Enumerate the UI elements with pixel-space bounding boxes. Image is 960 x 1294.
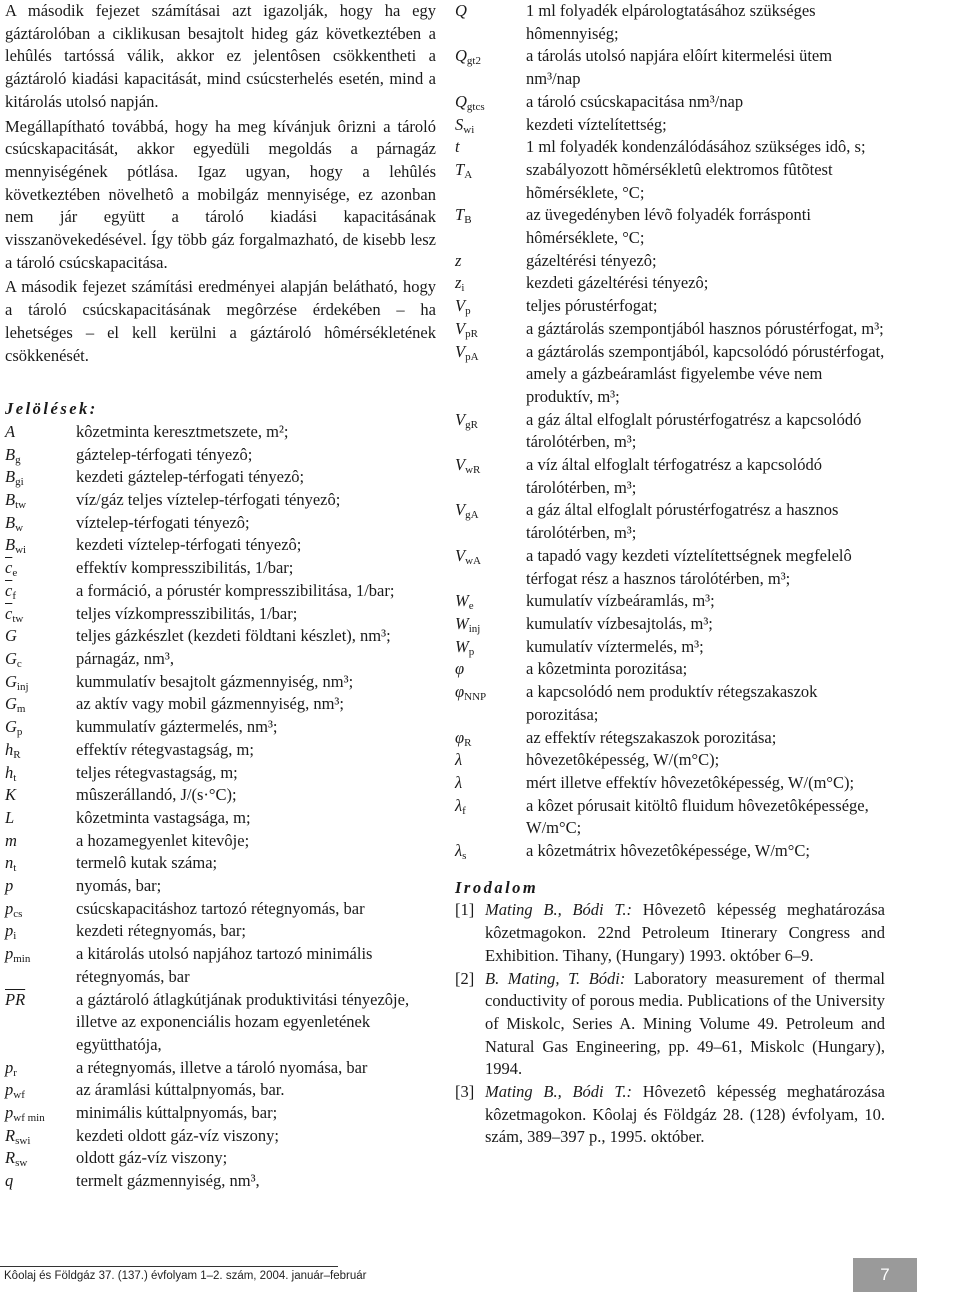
symbol-base: R [5, 1148, 16, 1168]
symbol-subscript: tw [15, 499, 27, 512]
symbol-subscript: w [15, 521, 24, 534]
symbol-base: B [5, 490, 16, 510]
symbol-description: oldott gáz-víz viszony; [76, 1148, 228, 1168]
symbol-subscript: s [462, 850, 467, 863]
symbol-base: W [455, 636, 469, 656]
symbol-base: p [5, 1057, 14, 1077]
symbol-subscript: gtcs [466, 100, 485, 113]
symbol-row [455, 341, 885, 409]
symbol-description: kumulatív víztermelés, m³; [526, 636, 704, 656]
symbol-row [5, 671, 436, 694]
symbol-name [5, 1079, 76, 1102]
symbol-row [455, 159, 885, 204]
symbol-name [5, 489, 76, 512]
symbol-subscript: g [15, 453, 21, 466]
symbol-row [5, 1057, 436, 1080]
symbol-description: 1 ml folyadék kondenzálódásához szükséges idô, s; [526, 137, 866, 157]
symbol-subscript: t [13, 862, 17, 875]
symbol-subscript: p [465, 305, 471, 318]
symbol-description: az áramlási kúttalpnyomás, bar. [76, 1080, 285, 1100]
symbol-base: p [5, 921, 14, 941]
symbol-subscript: inj [468, 622, 481, 635]
references-list [455, 899, 885, 1149]
symbol-base: Q [455, 91, 467, 111]
right-column [455, 0, 885, 1149]
left-column [5, 0, 436, 1193]
symbol-base: V [455, 341, 466, 361]
symbol-name [5, 1125, 76, 1148]
reference-author: Mating B., Bódi T.: [485, 900, 632, 920]
symbol-row [5, 512, 436, 535]
symbol-name [5, 716, 76, 739]
symbol-name [455, 545, 526, 568]
symbol-description: kezdeti rétegnyomás, bar; [76, 921, 246, 941]
symbol-subscript: i [13, 930, 17, 943]
symbol-name [455, 749, 526, 772]
symbol-subscript: min [13, 953, 31, 966]
symbol-subscript: A [464, 168, 473, 181]
symbol-description: kumulatív vízbeáramlás, m³; [526, 591, 715, 611]
symbol-base: G [5, 717, 17, 737]
symbol-description: a kôzetmátrix hôvezetôképessége, W/m°C; [526, 841, 810, 861]
symbol-name [5, 1147, 76, 1170]
symbol-description: mûszerállandó, J/(s·°C); [76, 785, 237, 805]
symbol-name [455, 45, 526, 68]
symbol-subscript: wR [465, 464, 481, 477]
symbol-base: W [455, 591, 469, 611]
symbol-name [455, 727, 526, 750]
symbol-base: $\overline{c}$ [5, 580, 13, 600]
symbol-name [455, 0, 526, 23]
symbol-base: L [5, 807, 15, 827]
symbol-subscript: wf min [13, 1112, 45, 1125]
symbol-row [455, 840, 885, 863]
symbol-description: kôzetminta vastagsága, m; [76, 807, 251, 827]
symbol-subscript: r [13, 1066, 17, 1079]
symbol-row [5, 807, 436, 830]
symbol-subscript: e [468, 600, 474, 613]
symbol-description: termelô kutak száma; [76, 853, 218, 873]
symbol-description: víztelep-térfogati tényezô; [76, 512, 250, 532]
symbol-row [5, 989, 436, 1057]
symbol-subscript: wf [13, 1089, 25, 1102]
symbol-row [455, 636, 885, 659]
symbol-description: kumulatív vízbesajtolás, m³; [526, 613, 713, 633]
symbol-subscript: wA [465, 554, 481, 567]
symbol-description: a tároló csúcskapacitása nm³/nap [526, 91, 744, 111]
symbol-name [5, 852, 76, 875]
symbol-name [455, 772, 526, 795]
symbol-name [455, 114, 526, 137]
symbol-base: h [5, 762, 14, 782]
symbol-subscript: tw [12, 612, 24, 625]
symbol-description: a tárolás utolsó napjára elôírt kitermelési ütem nm³/nap [526, 46, 833, 89]
symbol-name [5, 920, 76, 943]
symbol-name [5, 1102, 76, 1125]
symbol-base: z [455, 273, 462, 293]
symbol-row [5, 875, 436, 898]
symbol-row [455, 272, 885, 295]
symbol-name [455, 454, 526, 477]
symbol-description: nyomás, bar; [76, 876, 162, 896]
symbol-name [455, 795, 526, 818]
symbols-list-right [455, 0, 885, 863]
symbol-row [455, 613, 885, 636]
symbol-name [5, 671, 76, 694]
symbol-base: λ [455, 841, 463, 861]
symbol-row [455, 295, 885, 318]
symbol-row [455, 114, 885, 137]
symbol-base: p [5, 898, 14, 918]
symbol-subscript: t [13, 771, 17, 784]
symbol-subscript: B [464, 214, 472, 227]
symbol-description: a tapadó vagy kezdeti víztelítettségnek megfelelô térfogat rész a hasznos tárolótérben, m³; [526, 545, 852, 588]
symbol-row [455, 250, 885, 273]
symbol-row [455, 772, 885, 795]
symbol-row [5, 716, 436, 739]
symbol-description: kummulatív gáztermelés, nm³; [76, 717, 278, 737]
symbol-description: gáztelep-térfogati tényezô; [76, 444, 253, 464]
symbol-description: az aktív vagy mobil gázmennyiség, nm³; [76, 694, 344, 714]
symbol-row [455, 454, 885, 499]
reference-author: B. Mating, T. Bódi: [485, 968, 626, 988]
symbol-description: a gáztárolás szempontjából hasznos pórustérfogat, m³; [526, 318, 884, 338]
symbol-base: R [5, 1125, 16, 1145]
reference-body: Hôvezetô képesség meghatározása kôzetmagokon. Kôolaj és Földgáz 28. (128) évfolyam, 10. szám, 389–397 p., 1995. október. [485, 1082, 885, 1147]
symbol-row [455, 91, 885, 114]
symbol-row [455, 727, 885, 750]
symbol-row [455, 590, 885, 613]
symbol-base: p [5, 944, 14, 964]
symbol-name [5, 512, 76, 535]
symbol-name [5, 421, 76, 444]
symbol-row [455, 681, 885, 726]
symbol-name [455, 409, 526, 432]
symbol-subscript: c [16, 657, 22, 670]
symbol-description: kezdeti oldott gáz-víz viszony; [76, 1125, 279, 1145]
symbol-name [5, 534, 76, 557]
symbol-description: mért illetve effektív hôvezetôképesség, W/(m°C); [526, 772, 855, 792]
symbol-description: kezdeti víztelep-térfogati tényezô; [76, 535, 302, 555]
symbol-name [5, 1057, 76, 1080]
symbol-base: T [455, 159, 465, 179]
symbol-description: a hozamegyenlet kitevôje; [76, 830, 250, 850]
symbol-name [5, 580, 76, 603]
symbol-base: V [455, 318, 466, 338]
symbol-row [5, 693, 436, 716]
symbol-description: effektív kompresszibilitás, 1/bar; [76, 558, 294, 578]
symbol-base: B [5, 467, 16, 487]
symbol-name [455, 636, 526, 659]
reference-author: Mating B., Bódi T.: [485, 1082, 632, 1102]
reference-item [455, 1081, 885, 1149]
symbol-base: T [455, 205, 465, 225]
symbol-name [5, 557, 76, 580]
paragraph-3: A második fejezet számítási eredményei alapján belátható, hogy a tároló csúcskapacitásának megôrzése érdekében – ha lehetséges – el kell kerülni a gáztároló hômérsékletének csökkenését. [5, 277, 436, 365]
symbol-description: kôzetminta keresztmetszete, m²; [76, 421, 289, 441]
symbol-base: Q [455, 46, 467, 66]
symbol-name [455, 91, 526, 114]
symbol-base: p [5, 876, 14, 896]
symbol-base: m [5, 830, 17, 850]
symbols-list-left [5, 421, 436, 1193]
symbol-description: a rétegnyomás, illetve a tároló nyomása, bar [76, 1057, 368, 1077]
symbol-base: W [455, 613, 469, 633]
symbol-row [455, 204, 885, 249]
symbol-base: B [5, 444, 16, 464]
symbol-row [5, 580, 436, 603]
symbol-description: az effektív rétegszakaszok porozitása; [526, 727, 777, 747]
symbol-name [5, 830, 76, 853]
symbol-description: a gáztárolás szempontjából, kapcsolódó pórustérfogat, amely a gázbeáramlást figyelembe véve nem produktív, m³; [526, 341, 885, 406]
symbol-description: teljes gázkészlet (kezdeti földtani készlet), nm³; [76, 626, 391, 646]
symbol-base: V [455, 296, 466, 316]
symbol-name [455, 499, 526, 522]
symbol-base: λ [455, 795, 463, 815]
symbol-description: a gáztároló átlagkútjának produktivitási tényezôje, illetve az exponenciális hozam egyenletének együtthatója, [76, 989, 410, 1054]
symbol-row [5, 466, 436, 489]
symbol-description: a víz által elfoglalt térfogatrész a kapcsolódó tárolótérben, m³; [526, 455, 822, 497]
symbol-description: kezdeti víztelítettség; [526, 114, 667, 134]
symbol-subscript: pA [465, 350, 479, 363]
symbol-name [5, 739, 76, 762]
symbol-base: G [5, 671, 17, 691]
symbol-row [5, 1125, 436, 1148]
symbols-title: Jelölések: [5, 399, 98, 419]
symbol-row [5, 444, 436, 467]
page-number: 7 [853, 1258, 917, 1292]
symbol-base: φ [455, 682, 465, 702]
symbol-base: A [5, 421, 16, 441]
symbol-description: víz/gáz teljes víztelep-térfogati tényezô; [76, 490, 341, 510]
symbol-row [5, 1102, 436, 1125]
symbol-description: a kôzet pórusait kitöltô fluidum hôvezetôképessége, W/m°C; [526, 795, 869, 838]
symbol-base: $\overline{PR}$ [5, 989, 26, 1009]
symbol-row [455, 318, 885, 341]
symbol-description: kezdeti gázeltérési tényezô; [526, 273, 709, 293]
symbol-description: párnagáz, nm³, [76, 648, 174, 668]
symbol-description: a kitárolás utolsó napjához tartozó minimális rétegnyomás, bar [76, 944, 373, 986]
symbol-subscript: wi [15, 544, 27, 557]
symbol-description: teljes vízkompresszibilitás, 1/bar; [76, 603, 298, 623]
symbol-name [5, 762, 76, 785]
symbol-description: szabályozott hõmérsékletû elektromos fûtõtest hõmérséklete, °C; [526, 159, 833, 202]
symbol-row [5, 421, 436, 444]
symbol-base: G [5, 648, 17, 668]
symbol-row [5, 739, 436, 762]
symbol-subscript: gA [465, 509, 479, 522]
symbol-row [455, 136, 885, 159]
symbol-row [5, 603, 436, 626]
symbol-name [5, 784, 76, 807]
symbol-description: 1 ml folyadék elpárologtatásához szükséges hômennyiség; [526, 1, 816, 43]
symbol-name [455, 272, 526, 295]
symbol-name [455, 295, 526, 318]
symbol-row [5, 557, 436, 580]
symbol-base: λ [455, 750, 463, 770]
symbol-subscript: wi [463, 123, 475, 136]
symbol-row [5, 784, 436, 807]
symbol-subscript: pR [465, 327, 478, 340]
symbol-base: B [5, 535, 16, 555]
symbol-description: teljes rétegvastagság, m; [76, 762, 238, 782]
symbol-name [5, 648, 76, 671]
symbol-base: p [5, 1080, 14, 1100]
symbol-description: kummulatív besajtolt gázmennyiség, nm³; [76, 671, 354, 691]
symbol-description: az üvegedényben lévõ folyadék forrásponti hômérséklete, °C; [526, 205, 811, 248]
reference-number: [3] [455, 1082, 475, 1102]
symbol-subscript: gi [15, 476, 24, 489]
symbol-subscript: e [12, 567, 18, 580]
symbol-row [5, 534, 436, 557]
symbol-name [455, 318, 526, 341]
symbol-name [455, 613, 526, 636]
symbol-description: a kôzetminta porozitása; [526, 659, 688, 679]
footer-rule [0, 1266, 338, 1267]
symbol-description: a kapcsolódó nem produktív rétegszakaszok porozitása; [526, 682, 818, 724]
symbol-description: hôvezetôképesség, W/(m°C); [526, 750, 720, 770]
symbol-row [5, 1147, 436, 1170]
symbol-row [5, 898, 436, 921]
symbol-name [455, 341, 526, 364]
symbol-name [455, 681, 526, 704]
symbol-row [5, 943, 436, 988]
symbol-subscript: sw [15, 1157, 28, 1170]
symbol-base: K [5, 785, 17, 805]
symbol-base: z [455, 250, 462, 270]
reference-body: Hôvezetô képesség meghatározása kôzetmagokon. 22nd Petroleum Itinerary Congress and Exhibition. Tihany, (Hungary) 1993. október 6–9. [485, 900, 885, 965]
reference-item [455, 899, 885, 967]
symbol-row [5, 625, 436, 648]
paragraph-1: A második fejezet számításai azt igazolják, hogy ha egy gáztárolóban a ciklikusan besajtolt hideg gáz következtében a lehûlés tartóssá válik, akkor ez jelentôsen csökkentheti a gáztároló kiadási kapacitását, mind csúcsterhelés esetén, mind a kitárolás utolsó napján. [5, 1, 436, 111]
symbol-subscript: f [462, 804, 466, 817]
symbol-name [5, 943, 76, 966]
symbol-row [5, 762, 436, 785]
symbol-name [5, 693, 76, 716]
symbol-base: G [5, 694, 17, 714]
footer-journal: Kôolaj és Földgáz 37. (137.) évfolyam 1–2. szám, 2004. január–február [4, 1270, 367, 1282]
symbol-row [5, 489, 436, 512]
symbol-row [455, 45, 885, 90]
symbol-name [5, 603, 76, 626]
symbol-row [5, 1079, 436, 1102]
symbol-subscript: inj [16, 680, 29, 693]
symbol-name [455, 250, 526, 273]
symbol-row [5, 648, 436, 671]
symbol-row [455, 0, 885, 45]
symbol-subscript: m [16, 703, 26, 716]
symbol-base: $\overline{c}$ [5, 603, 13, 623]
symbol-subscript: gR [465, 418, 478, 431]
symbol-subscript: p [16, 726, 23, 739]
symbol-description: kezdeti gáztelep-térfogati tényezô; [76, 467, 305, 487]
symbol-description: termelt gázmennyiség, nm³, [76, 1171, 260, 1191]
symbol-row [455, 658, 885, 681]
symbol-base: Q [455, 1, 467, 20]
symbol-row [455, 749, 885, 772]
reference-text [485, 968, 885, 1082]
symbol-subscript: R [464, 736, 472, 749]
symbol-description: teljes pórustérfogat; [526, 296, 658, 316]
symbol-row [5, 1170, 436, 1193]
paragraph-2: Megállapítható továbbá, hogy ha meg kívánjuk ôrizni a tároló csúcskapacitását, akkor egyedüli megoldás a párnagáz mennyiségének pótlása. Igaz ugyan, hogy a lehûlés következtében növelhetô a mobilgáz mennyisége, ez azonban nem jár együtt a tároló kiadási kapacitásának visszanövekedésével. Így több gáz forgalmazható, de kisebb lesz a tároló csúcskapacitása. [5, 116, 436, 272]
symbol-name [455, 840, 526, 863]
symbol-base: V [455, 409, 466, 429]
symbol-subscript: R [13, 748, 21, 761]
symbol-row [455, 499, 885, 544]
symbol-row [5, 920, 436, 943]
symbol-subscript: NNP [464, 691, 487, 704]
symbol-subscript: i [461, 282, 465, 295]
symbol-base: B [5, 512, 16, 532]
symbol-base: S [455, 114, 464, 134]
symbol-name [5, 1170, 76, 1193]
symbol-base: V [455, 545, 466, 565]
symbol-subscript: swi [15, 1134, 31, 1147]
symbol-subscript: p [468, 645, 475, 658]
symbol-description: a formáció, a pórustér kompresszibilitása, 1/bar; [76, 580, 395, 600]
symbol-name [455, 159, 526, 182]
symbol-base: p [5, 1103, 14, 1123]
reference-number: [1] [455, 900, 475, 920]
references-title: Irodalom [455, 877, 539, 897]
reference-text [485, 1081, 885, 1149]
symbol-row [5, 830, 436, 853]
symbol-base: G [5, 626, 17, 646]
symbol-base: φ [455, 659, 465, 679]
symbol-name [5, 898, 76, 921]
symbol-name [455, 204, 526, 227]
symbol-base: t [455, 137, 460, 157]
symbol-name [455, 658, 526, 681]
symbol-description: minimális kúttalpnyomás, bar; [76, 1103, 278, 1123]
reference-item [455, 968, 885, 1082]
symbol-description: gázeltérési tényezô; [526, 250, 657, 270]
symbol-description: a gáz által elfoglalt pórustérfogatrész a kapcsolódó tárolótérben, m³; [526, 409, 862, 452]
symbol-subscript: gt2 [466, 55, 481, 68]
symbol-description: csúcskapacitáshoz tartozó rétegnyomás, bar [76, 898, 365, 918]
symbol-base: V [455, 500, 466, 520]
symbol-base: $\overline{c}$ [5, 558, 13, 578]
symbol-base: λ [455, 772, 463, 792]
reference-text [485, 899, 885, 967]
reference-number: [2] [455, 968, 475, 988]
symbol-base: φ [455, 727, 465, 747]
symbol-name [5, 875, 76, 898]
symbol-description: effektív rétegvastagság, m; [76, 739, 254, 759]
symbol-base: q [5, 1171, 14, 1191]
symbol-row [455, 545, 885, 590]
symbol-description: a gáz által elfoglalt pórustérfogatrész a hasznos tárolótérben, m³; [526, 500, 839, 543]
symbol-base: n [5, 853, 14, 873]
symbol-base: h [5, 739, 14, 759]
symbol-name [5, 625, 76, 648]
symbol-name [455, 590, 526, 613]
symbol-name [5, 466, 76, 489]
symbol-name [455, 136, 526, 159]
symbol-name [5, 444, 76, 467]
symbol-name [5, 807, 76, 830]
symbol-name [5, 989, 76, 1012]
reference-body: Laboratory measurement of thermal conductivity of porous media. Publications of the University of Miskolc, Series A. Mining Volume 49. Petroleum and Natural Gas Engineering, pp. 49–61, Miskolc (Hungary), 1994. [485, 968, 885, 1079]
symbol-subscript: cs [13, 907, 23, 920]
symbol-row [455, 409, 885, 454]
symbol-row [5, 852, 436, 875]
symbol-subscript: f [12, 589, 16, 602]
symbol-base: V [455, 455, 466, 475]
symbol-row [455, 795, 885, 840]
